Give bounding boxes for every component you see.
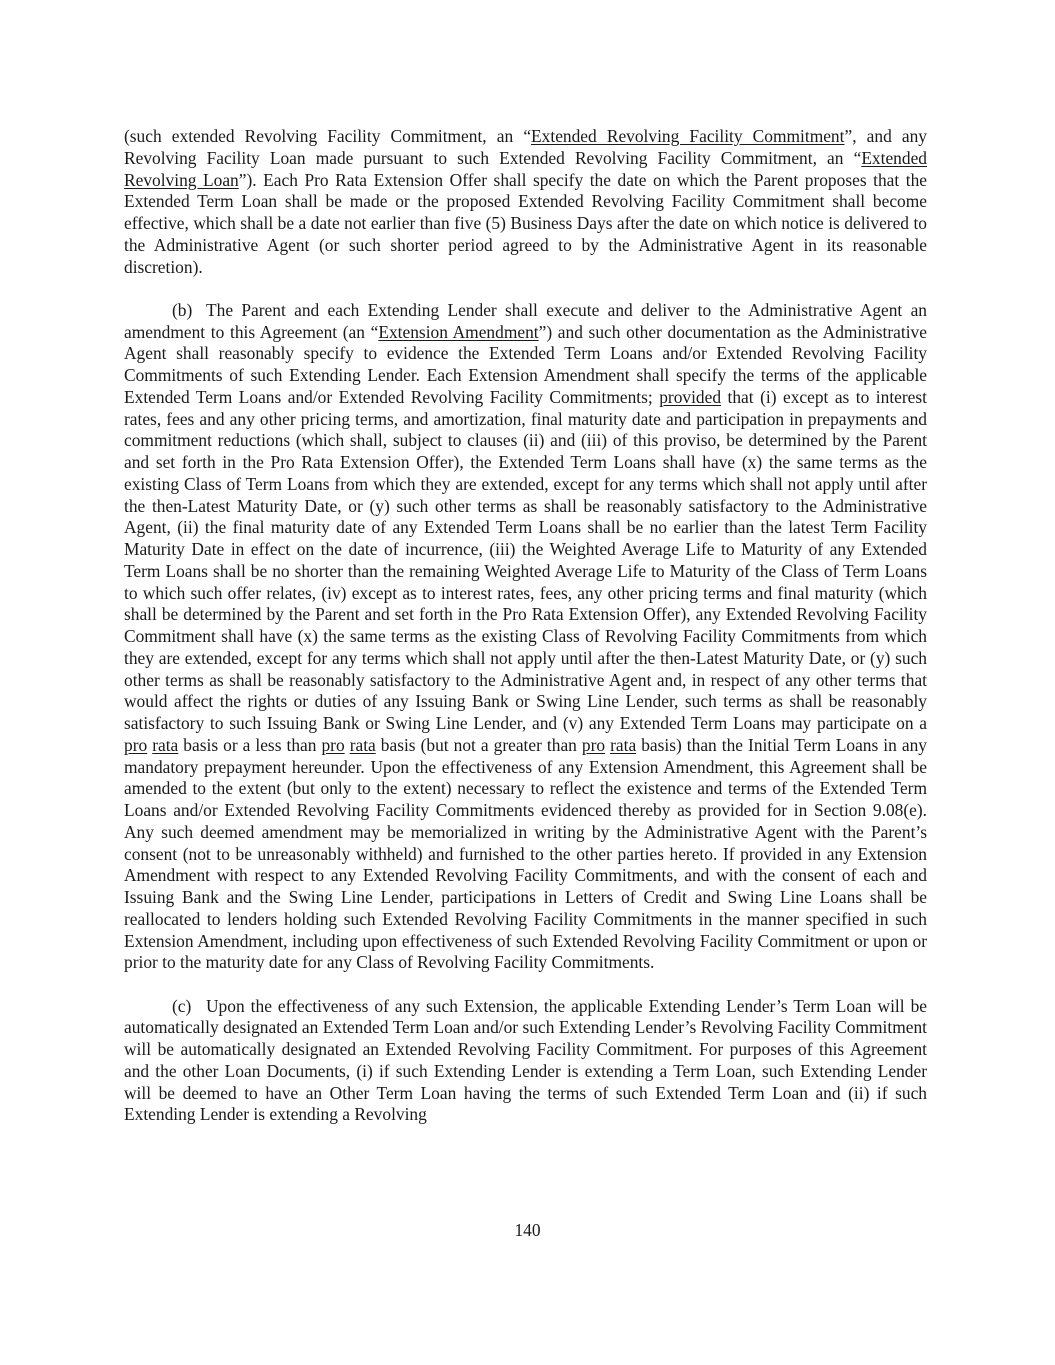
- paragraph-a-continuation: [124, 126, 927, 278]
- proviso-term: provided: [659, 386, 722, 407]
- text-run: ”, and any Revolving Facility Loan made pursuant to such Extended Revolving Facility Commitment, an “: [124, 126, 928, 168]
- paragraph-c: [124, 996, 927, 1127]
- text-run: basis (but not a greater than: [375, 734, 582, 755]
- text-run: The Parent and each Extending Lender shall execute and deliver to the Administrative Agent an amendment to this Agreement (an “: [124, 299, 927, 342]
- latin-term: rata: [349, 734, 376, 755]
- text-run: that (i) except as to interest rates, fees and any other pricing terms, and amortization, final maturity date and participation in prepayments and commitment reductions (which shall, subject to clauses (ii) and (iii) of this proviso, be determined by the Parent and set forth in the Pro Rata Extension Offer), the Extended Term Loans shall have (x) the same terms as the existing Class of Term Loans from which they are extended, except for any terms which shall not apply until after the then-Latest Maturity Date, or (y) such other terms as shall be reasonably satisfactory to the Administrative Agent, (ii) the final maturity date of any Extended Term Loans shall be no earlier than the latest Term Facility Maturity Date in effect on the date of incurrence, (iii) the Weighted Average Life to Maturity of any Extended Term Loans shall be no shorter than the remaining Weighted Average Life to Maturity of the Class of Term Loans to which such offer relates, (iv) except as to interest rates, fees, any other pricing terms and final maturity (which shall be determined by the Parent and set forth in the Pro Rata Extension Offer), any Extended Revolving Facility Commitment shall have (x) the same terms as the existing Class of Revolving Facility Commitments from which they are extended, except for any terms which shall not apply until after the then-Latest Maturity Date, or (y) such other terms as shall be reasonably satisfactory to the Administrative Agent and, in respect of any other terms that would affect the rights or duties of any Issuing Bank or Swing Line Lender, such terms as shall be reasonably satisfactory to such Issuing Bank or Swing Line Lender, and (v) any Extended Term Loans may participate on a: [124, 386, 927, 733]
- latin-term: rata: [610, 734, 637, 755]
- text-run: (such extended Revolving Facility Commitment, an “: [124, 126, 532, 146]
- text-run: basis) than the Initial Term Loans in any mandatory prepayment hereunder. Upon the effectiveness of any Extension Amendment, this Agreement shall be amended to the extent (but only to the extent) necessary to reflect the existence and terms of the Extended Term Loans and/or Extended Revolving Facility Commitments evidenced thereby as provided for in Section 9.08(e). Any such deemed amendment may be memorialized in writing by the Administrative Agent with the Parent’s consent (not to be unreasonably withheld) and furnished to the other parties hereto. If provided in any Extension Amendment with respect to any Extended Revolving Facility Commitments, and with the consent of each and Issuing Bank and the Swing Line Lender, participations in Letters of Credit and Swing Line Loans shall be reallocated to lenders holding such Extended Revolving Facility Commitments in the manner specified in such Extension Amendment, including upon effectiveness of such Extended Revolving Facility Commitment or upon or prior to the maturity date for any Class of Revolving Facility Commitments.: [124, 734, 927, 973]
- text-run: ”) and such other documentation as the Administrative Agent shall reasonably specify to evidence the Extended Term Loans and/or Extended Revolving Facility Commitments of such Extending Lender. Each Extension Amendment shall specify the terms of the applicable Extended Term Loans and/or Extended Revolving Facility Commitments;: [124, 321, 927, 407]
- page-number: 140: [514, 1220, 541, 1240]
- latin-term: pro: [124, 734, 148, 755]
- document-page: [124, 126, 927, 1126]
- text-run: basis or a less than: [178, 734, 322, 755]
- latin-term: pro: [581, 734, 606, 755]
- text-run: ”). Each Pro Rata Extension Offer shall specify the date on which the Parent proposes that the Extended Term Loan shall be made or the proposed Extended Revolving Facility Commitment shall become effective, which shall be a date not earlier than five (5) Business Days after the date on which notice is delivered to the Administrative Agent (or such shorter period agreed to by the Administrative Agent in its reasonable discretion).: [124, 169, 927, 277]
- defined-term: Extended Revolving Facility Commitment: [531, 126, 845, 146]
- text-run: Upon the effectiveness of any such Extension, the applicable Extending Lender’s Term Loan will be automatically designated an Extended Term Loan and/or such Extending Lender’s Revolving Facility Commitment will be automatically designated an Extended Revolving Facility Commitment. For purposes of this Agreement and the other Loan Documents, (i) if such Extending Lender is extending a Term Loan, such Extending Lender will be deemed to have an Other Term Loan having the terms of such Extended Term Loan and (ii) if such Extending Lender is extending a Revolving: [124, 995, 927, 1125]
- latin-term: pro: [321, 734, 345, 755]
- clause-label: (b): [172, 299, 193, 320]
- paragraph-b: [124, 300, 927, 974]
- defined-term: Extension Amendment: [378, 321, 539, 342]
- latin-term: rata: [152, 734, 179, 755]
- defined-term: Extended Revolving Loan: [124, 147, 927, 190]
- clause-label: (c): [172, 995, 192, 1016]
